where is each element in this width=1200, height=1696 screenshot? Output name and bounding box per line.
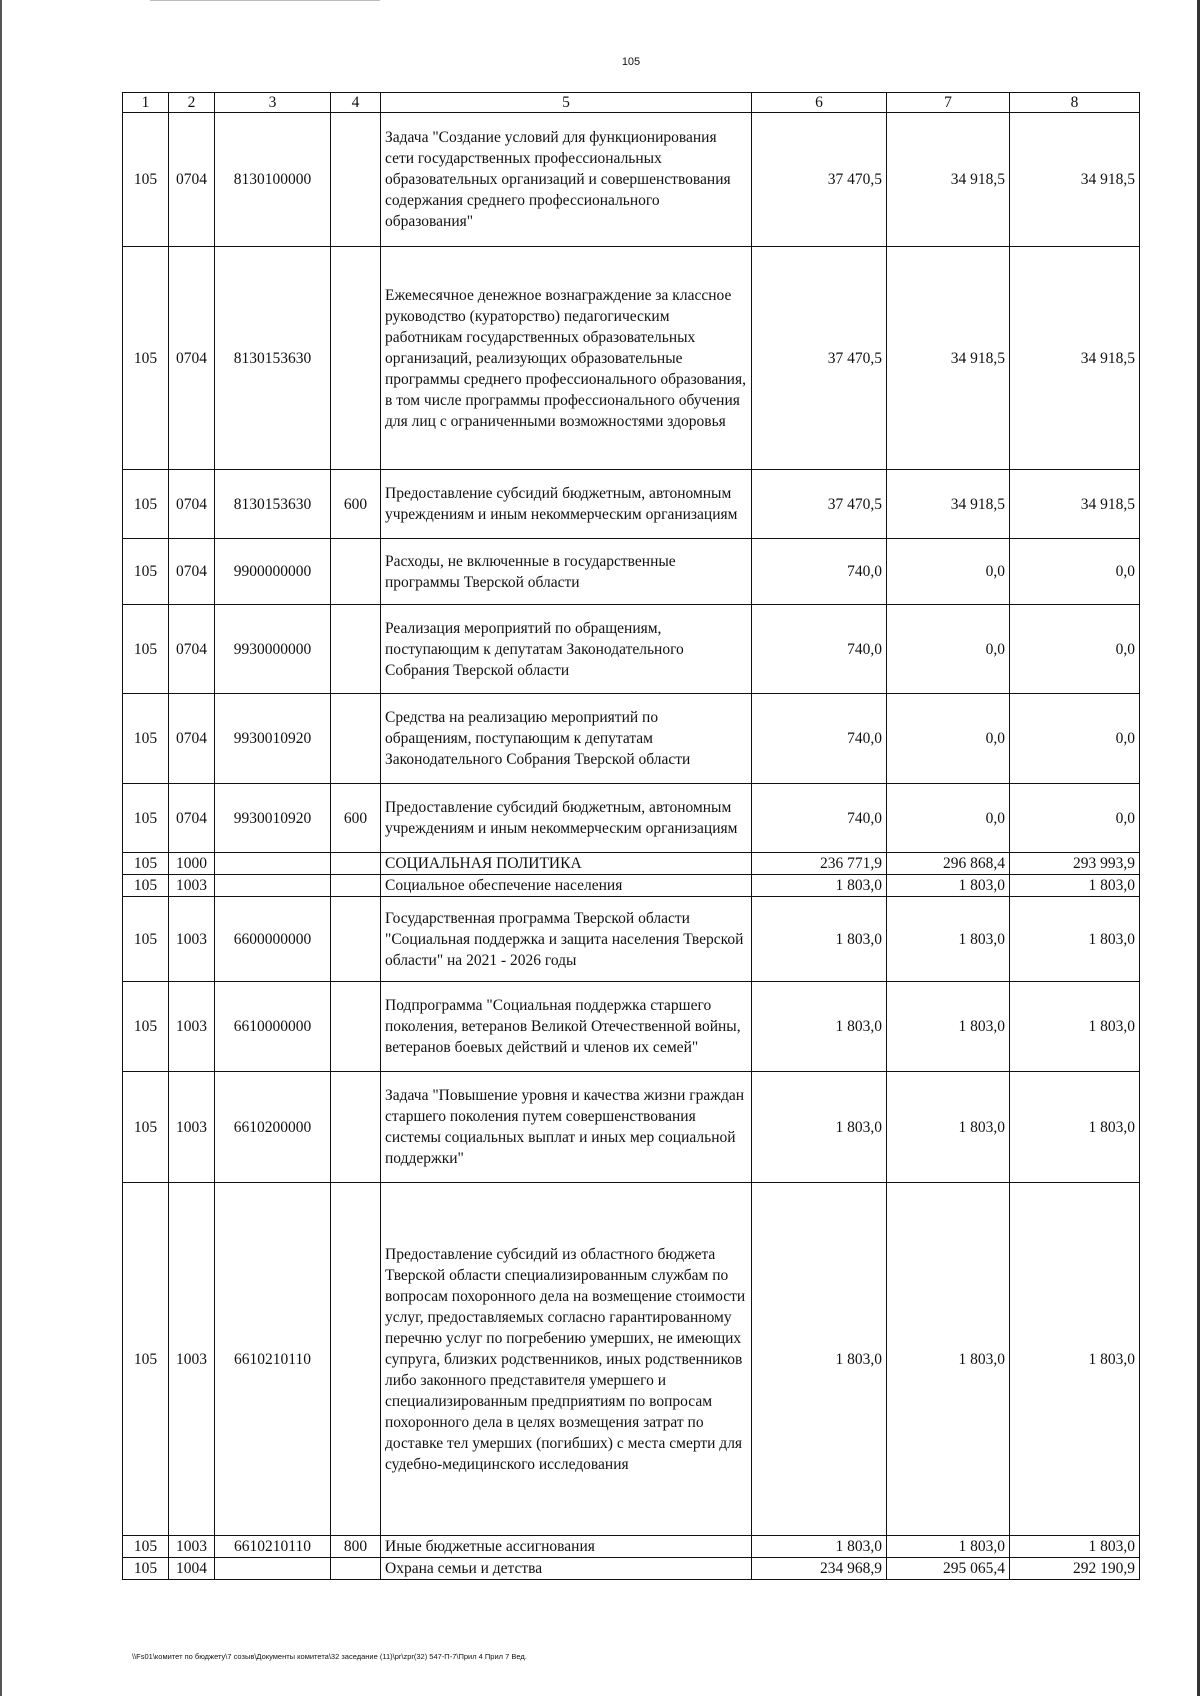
table-body <box>123 93 1140 1580</box>
cell-col5: Реализация мероприятий по обращениям, поступающим к депутатам Законодательного Собрания Тверской области <box>381 605 752 694</box>
column-header: 2 <box>169 93 215 113</box>
cell-col6: 37 470,5 <box>752 247 887 470</box>
table-row <box>123 853 1140 875</box>
cell-col7: 34 918,5 <box>887 470 1010 539</box>
cell-col8: 34 918,5 <box>1010 470 1140 539</box>
cell-col1: 105 <box>123 982 169 1072</box>
table-row <box>123 1183 1140 1536</box>
cell-col6: 1 803,0 <box>752 982 887 1072</box>
cell-col2: 0704 <box>169 113 215 247</box>
cell-col8: 34 918,5 <box>1010 247 1140 470</box>
cell-col7: 1 803,0 <box>887 1072 1010 1183</box>
cell-col2: 0704 <box>169 470 215 539</box>
cell-col3: 8130100000 <box>215 113 331 247</box>
cell-col3: 6610210110 <box>215 1183 331 1536</box>
column-header: 7 <box>887 93 1010 113</box>
cell-col3: 8130153630 <box>215 470 331 539</box>
column-header: 4 <box>331 93 381 113</box>
cell-col8: 0,0 <box>1010 784 1140 853</box>
cell-col2: 1003 <box>169 1183 215 1536</box>
cell-col8: 292 190,9 <box>1010 1558 1140 1580</box>
table-row <box>123 605 1140 694</box>
cell-col4: 600 <box>331 470 381 539</box>
table-row <box>123 784 1140 853</box>
scan-edge-left <box>0 0 2 1696</box>
cell-col2: 1003 <box>169 1536 215 1558</box>
table-row <box>123 539 1140 605</box>
cell-col3: 6610200000 <box>215 1072 331 1183</box>
cell-col2: 0704 <box>169 694 215 784</box>
table-row <box>123 694 1140 784</box>
cell-col2: 1000 <box>169 853 215 875</box>
cell-col8: 1 803,0 <box>1010 1072 1140 1183</box>
cell-col6: 740,0 <box>752 694 887 784</box>
cell-col6: 236 771,9 <box>752 853 887 875</box>
cell-col4: 800 <box>331 1536 381 1558</box>
cell-col2: 1003 <box>169 897 215 982</box>
cell-col2: 1003 <box>169 982 215 1072</box>
table-row <box>123 470 1140 539</box>
cell-col4 <box>331 897 381 982</box>
cell-col4 <box>331 113 381 247</box>
cell-col1: 105 <box>123 784 169 853</box>
cell-col6: 1 803,0 <box>752 1183 887 1536</box>
page-number: 105 <box>621 56 641 68</box>
cell-col4 <box>331 1072 381 1183</box>
cell-col7: 295 065,4 <box>887 1558 1010 1580</box>
cell-col6: 1 803,0 <box>752 1536 887 1558</box>
scan-top-mark <box>150 0 380 1</box>
cell-col7: 1 803,0 <box>887 982 1010 1072</box>
cell-col8: 0,0 <box>1010 694 1140 784</box>
cell-col3: 9930000000 <box>215 605 331 694</box>
cell-col2: 1003 <box>169 1072 215 1183</box>
cell-col3: 9930010920 <box>215 784 331 853</box>
cell-col8: 293 993,9 <box>1010 853 1140 875</box>
cell-col3 <box>215 1558 331 1580</box>
cell-col1: 105 <box>123 113 169 247</box>
cell-col4: 600 <box>331 784 381 853</box>
table-row <box>123 1072 1140 1183</box>
cell-col2: 1004 <box>169 1558 215 1580</box>
cell-col3 <box>215 875 331 897</box>
cell-col3: 9900000000 <box>215 539 331 605</box>
cell-col4 <box>331 982 381 1072</box>
column-header: 3 <box>215 93 331 113</box>
cell-col7: 1 803,0 <box>887 875 1010 897</box>
cell-col8: 1 803,0 <box>1010 982 1140 1072</box>
cell-col1: 105 <box>123 1558 169 1580</box>
cell-col7: 1 803,0 <box>887 1183 1010 1536</box>
cell-col7: 0,0 <box>887 784 1010 853</box>
cell-col1: 105 <box>123 694 169 784</box>
cell-col4 <box>331 853 381 875</box>
table-row <box>123 897 1140 982</box>
cell-col5: Расходы, не включенные в государственные программы Тверской области <box>381 539 752 605</box>
cell-col5: Задача "Создание условий для функционирования сети государственных профессиональных образовательных организаций и совершенствования содержания среднего профессионального образования" <box>381 113 752 247</box>
cell-col4 <box>331 605 381 694</box>
cell-col5: Предоставление субсидий бюджетным, автономным учреждениям и иным некоммерческим организациям <box>381 470 752 539</box>
cell-col4 <box>331 1558 381 1580</box>
cell-col2: 0704 <box>169 539 215 605</box>
cell-col6: 1 803,0 <box>752 875 887 897</box>
cell-col5: Задача "Повышение уровня и качества жизни граждан старшего поколения путем совершенствования системы социальных выплат и иных мер социальной поддержки" <box>381 1072 752 1183</box>
cell-col3: 8130153630 <box>215 247 331 470</box>
cell-col1: 105 <box>123 247 169 470</box>
column-header: 6 <box>752 93 887 113</box>
cell-col5: Предоставление субсидий из областного бюджета Тверской области специализированным службам по вопросам похоронного дела на возмещение стоимости услуг, предоставляемых согласно гарантированному перечню услуг по погребению умерших, не имеющих супруга, близких родственников, иных родственников либо законного представителя умершего и специализированным предприятиям по вопросам похоронного дела в целях возмещения затрат по доставке тел умерших (погибших) с места смерти для судебно-медицинского исследования <box>381 1183 752 1536</box>
cell-col7: 1 803,0 <box>887 1536 1010 1558</box>
cell-col1: 105 <box>123 539 169 605</box>
cell-col5: Государственная программа Тверской области "Социальная поддержка и защита населения Тверской области" на 2021 - 2026 годы <box>381 897 752 982</box>
cell-col5: Подпрограмма "Социальная поддержка старшего поколения, ветеранов Великой Отечественной войны, ветеранов боевых действий и членов их семей" <box>381 982 752 1072</box>
cell-col1: 105 <box>123 605 169 694</box>
cell-col8: 0,0 <box>1010 539 1140 605</box>
cell-col1: 105 <box>123 853 169 875</box>
table-row <box>123 982 1140 1072</box>
cell-col6: 234 968,9 <box>752 1558 887 1580</box>
table-row <box>123 247 1140 470</box>
cell-col2: 1003 <box>169 875 215 897</box>
table-row <box>123 1536 1140 1558</box>
cell-col6: 740,0 <box>752 784 887 853</box>
cell-col3: 9930010920 <box>215 694 331 784</box>
cell-col4 <box>331 539 381 605</box>
cell-col3: 6610000000 <box>215 982 331 1072</box>
cell-col7: 1 803,0 <box>887 897 1010 982</box>
cell-col3: 6610210110 <box>215 1536 331 1558</box>
cell-col7: 0,0 <box>887 605 1010 694</box>
cell-col8: 1 803,0 <box>1010 1183 1140 1536</box>
cell-col4 <box>331 1183 381 1536</box>
cell-col4 <box>331 694 381 784</box>
cell-col5: Охрана семьи и детства <box>381 1558 752 1580</box>
cell-col7: 0,0 <box>887 694 1010 784</box>
cell-col1: 105 <box>123 1183 169 1536</box>
cell-col1: 105 <box>123 897 169 982</box>
budget-table <box>122 92 1140 1580</box>
cell-col5: Социальное обеспечение населения <box>381 875 752 897</box>
cell-col7: 34 918,5 <box>887 247 1010 470</box>
cell-col5: Ежемесячное денежное вознаграждение за классное руководство (кураторство) педагогическим работникам государственных образовательных организаций, реализующих образовательные программы среднего профессионального образования, в том числе программы профессионального обучения для лиц с ограниченными возможностями здоровья <box>381 247 752 470</box>
cell-col2: 0704 <box>169 605 215 694</box>
cell-col6: 1 803,0 <box>752 1072 887 1183</box>
cell-col6: 740,0 <box>752 539 887 605</box>
cell-col4 <box>331 247 381 470</box>
table-header-row <box>123 93 1140 113</box>
footer-file-path: \\Fs01\комитет по бюджету\7 созыв\Документы комитета\32 заседание (11)\pr\zpr(32) 547-П-7\Прил 4 Прил 7 Вед. <box>132 1652 527 1661</box>
column-header: 1 <box>123 93 169 113</box>
cell-col6: 37 470,5 <box>752 470 887 539</box>
cell-col5: Иные бюджетные ассигнования <box>381 1536 752 1558</box>
cell-col6: 37 470,5 <box>752 113 887 247</box>
cell-col2: 0704 <box>169 247 215 470</box>
table-row <box>123 1558 1140 1580</box>
column-header: 8 <box>1010 93 1140 113</box>
cell-col8: 1 803,0 <box>1010 875 1140 897</box>
cell-col5: Предоставление субсидий бюджетным, автономным учреждениям и иным некоммерческим организациям <box>381 784 752 853</box>
cell-col8: 1 803,0 <box>1010 897 1140 982</box>
cell-col7: 296 868,4 <box>887 853 1010 875</box>
cell-col7: 34 918,5 <box>887 113 1010 247</box>
cell-col3: 6600000000 <box>215 897 331 982</box>
table-row <box>123 113 1140 247</box>
column-header: 5 <box>381 93 752 113</box>
cell-col3 <box>215 853 331 875</box>
cell-col6: 740,0 <box>752 605 887 694</box>
table-row <box>123 875 1140 897</box>
cell-col1: 105 <box>123 1536 169 1558</box>
cell-col7: 0,0 <box>887 539 1010 605</box>
cell-col1: 105 <box>123 470 169 539</box>
cell-col4 <box>331 875 381 897</box>
cell-col8: 0,0 <box>1010 605 1140 694</box>
cell-col5: СОЦИАЛЬНАЯ ПОЛИТИКА <box>381 853 752 875</box>
cell-col5: Средства на реализацию мероприятий по обращениям, поступающим к депутатам Законодательного Собрания Тверской области <box>381 694 752 784</box>
cell-col8: 1 803,0 <box>1010 1536 1140 1558</box>
cell-col6: 1 803,0 <box>752 897 887 982</box>
cell-col1: 105 <box>123 875 169 897</box>
cell-col1: 105 <box>123 1072 169 1183</box>
cell-col8: 34 918,5 <box>1010 113 1140 247</box>
cell-col2: 0704 <box>169 784 215 853</box>
